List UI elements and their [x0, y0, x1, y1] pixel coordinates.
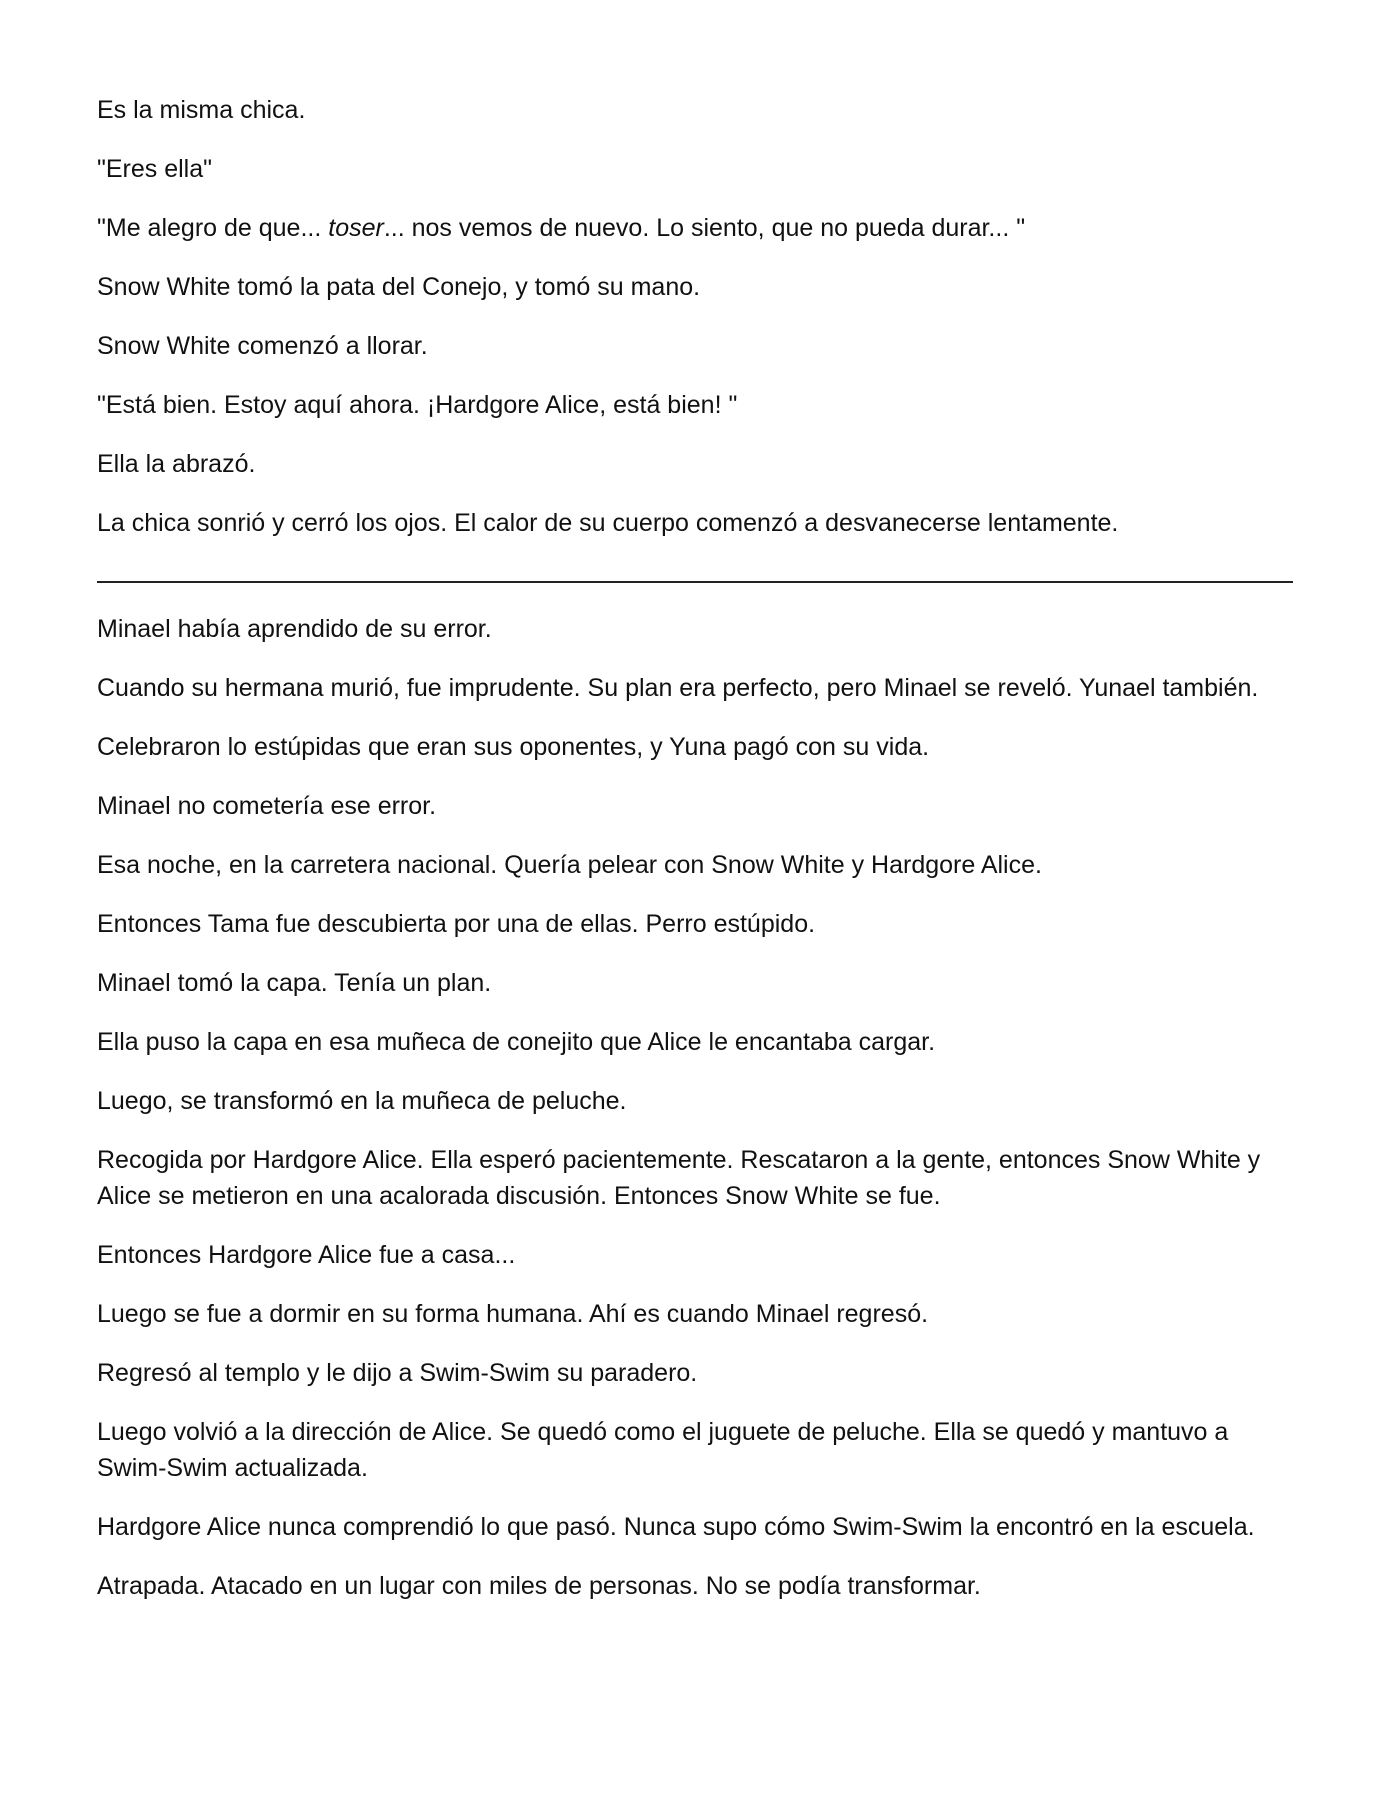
text-run: "Me alegro de que...	[97, 214, 329, 242]
paragraph: Ella la abrazó.	[97, 450, 256, 478]
paragraph: Entonces Tama fue descubierta por una de ellas. Perro estúpido.	[97, 910, 816, 938]
paragraph: Luego se fue a dormir en su forma humana. Ahí es cuando Minael regresó.	[97, 1300, 929, 1328]
paragraph: Cuando su hermana murió, fue imprudente. Su plan era perfecto, pero Minael se reveló. Yunael también.	[97, 674, 1259, 702]
paragraph: Hardgore Alice nunca comprendió lo que pasó. Nunca supo cómo Swim-Swim la encontró en la escuela.	[97, 1513, 1255, 1541]
paragraph: "Eres ella"	[97, 155, 213, 183]
paragraph: Snow White tomó la pata del Conejo, y tomó su mano.	[97, 273, 701, 301]
italic-text: toser	[328, 214, 384, 242]
paragraph: Minael había aprendido de su error.	[97, 615, 492, 643]
paragraph: Entonces Hardgore Alice fue a casa...	[97, 1241, 516, 1269]
paragraph: Regresó al templo y le dijo a Swim-Swim su paradero.	[97, 1359, 698, 1387]
paragraph: Luego, se transformó en la muñeca de peluche.	[97, 1087, 627, 1115]
text-run: ... nos vemos de nuevo. Lo siento, que no pueda durar... "	[383, 214, 1026, 242]
paragraph: Luego volvió a la dirección de Alice. Se quedó como el juguete de peluche. Ella se quedó y mantuvo a Swim-Swim actualizada.	[97, 1418, 1229, 1482]
paragraph: Snow White comenzó a llorar.	[97, 332, 428, 360]
paragraph: Es la misma chica.	[97, 96, 306, 124]
paragraph: Minael no cometería ese error.	[97, 792, 437, 820]
document-page	[97, 92, 1293, 1627]
paragraph: Esa noche, en la carretera nacional. Quería pelear con Snow White y Hardgore Alice.	[97, 851, 1042, 879]
paragraph: Minael tomó la capa. Tenía un plan.	[97, 969, 492, 997]
paragraph: Atrapada. Atacado en un lugar con miles de personas. No se podía transformar.	[97, 1572, 981, 1600]
paragraph: Celebraron lo estúpidas que eran sus oponentes, y Yuna pagó con su vida.	[97, 733, 930, 761]
paragraph: "Está bien. Estoy aquí ahora. ¡Hardgore Alice, está bien! "	[97, 391, 738, 419]
paragraph	[97, 210, 1293, 246]
paragraph: Ella puso la capa en esa muñeca de conejito que Alice le encantaba cargar.	[97, 1028, 936, 1056]
paragraph: La chica sonrió y cerró los ojos. El calor de su cuerpo comenzó a desvanecerse lentamente.	[97, 509, 1119, 537]
section-divider	[97, 581, 1293, 583]
paragraph: Recogida por Hardgore Alice. Ella esperó pacientemente. Rescataron a la gente, entonces Snow White y Alice se metieron en una acalorada discusión. Entonces Snow White se fue.	[97, 1146, 1261, 1210]
